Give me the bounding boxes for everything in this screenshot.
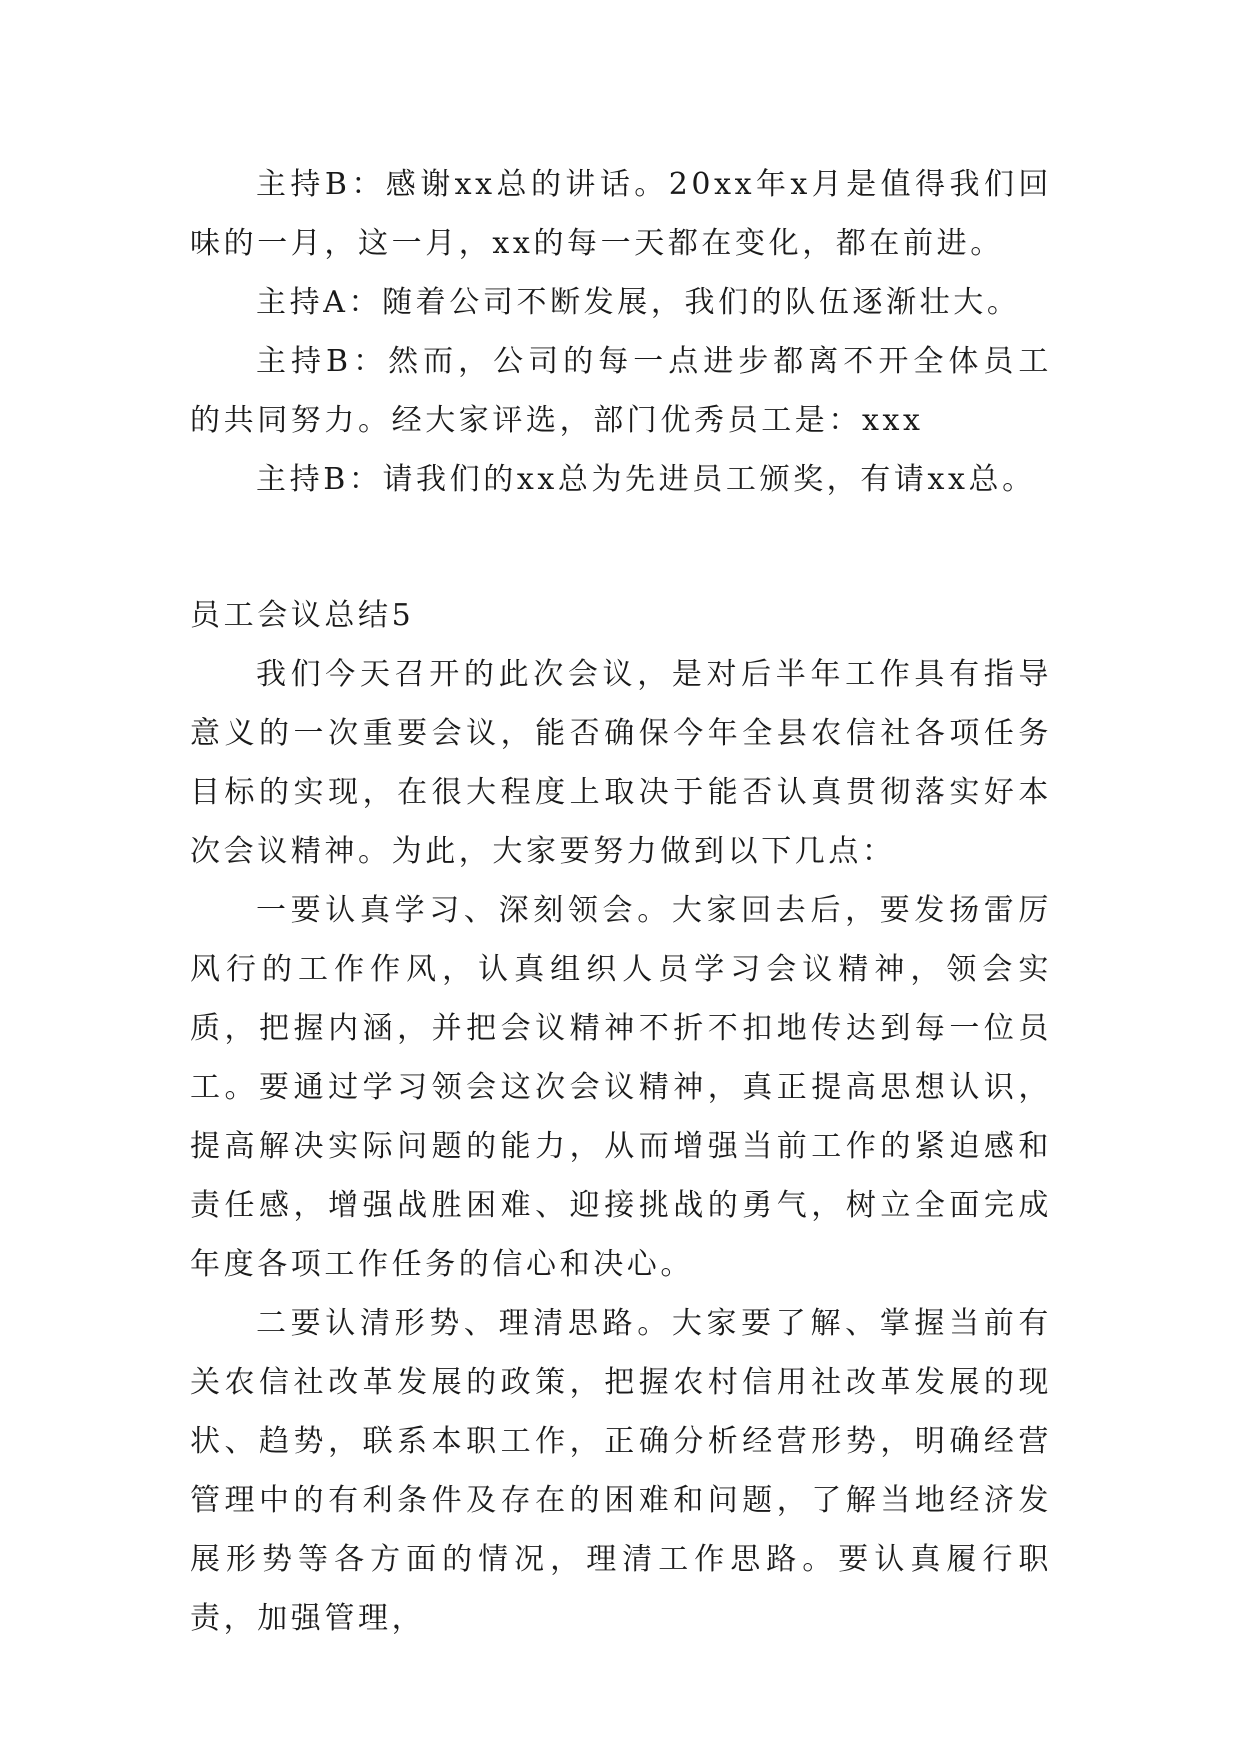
- paragraph: 我们今天召开的此次会议，是对后半年工作具有指导意义的一次重要会议，能否确保今年全县农信社各项任务目标的实现，在很大程度上取决于能否认真贯彻落实好本次会议精神。为此，大家要努力做到以下几点：: [190, 657, 1052, 869]
- paragraph: 主持A：随着公司不断发展，我们的队伍逐渐壮大。: [256, 285, 1021, 320]
- paragraph: 一要认真学习、深刻领会。大家回去后，要发扬雷厉风行的工作作风，认真组织人员学习会议精神，领会实质，把握内涵，并把会议精神不折不扣地传达到每一位员工。要通过学习领会这次会议精神，真正提高思想认识，提高解决实际问题的能力，从而增强当前工作的紧迫感和责任感，增强战胜困难、迎接挑战的勇气，树立全面完成年度各项工作任务的信心和决心。: [190, 893, 1052, 1282]
- paragraph: 二要认清形势、理清思路。大家要了解、掌握当前有关农信社改革发展的政策，把握农村信用社改革发展的现状、趋势，联系本职工作，正确分析经营形势，明确经营管理中的有利条件及存在的困难和问题，了解当地经济发展形势等各方面的情况，理清工作思路。要认真履行职责，加强管理，: [190, 1306, 1052, 1636]
- paragraph: 主持B：然而，公司的每一点进步都离不开全体员工的共同努力。经大家评选，部门优秀员工是：xxx: [190, 344, 1052, 438]
- section-title: 员工会议总结5: [190, 598, 415, 633]
- section-spacer: [190, 509, 1052, 586]
- paragraph: 主持B：请我们的xx总为先进员工颁奖，有请xx总。: [256, 462, 1036, 497]
- paragraph: 主持B：感谢xx总的讲话。20xx年x月是值得我们回味的一月，这一月，xx的每一天都在变化，都在前进。: [190, 167, 1052, 261]
- document-body: [190, 155, 1052, 1648]
